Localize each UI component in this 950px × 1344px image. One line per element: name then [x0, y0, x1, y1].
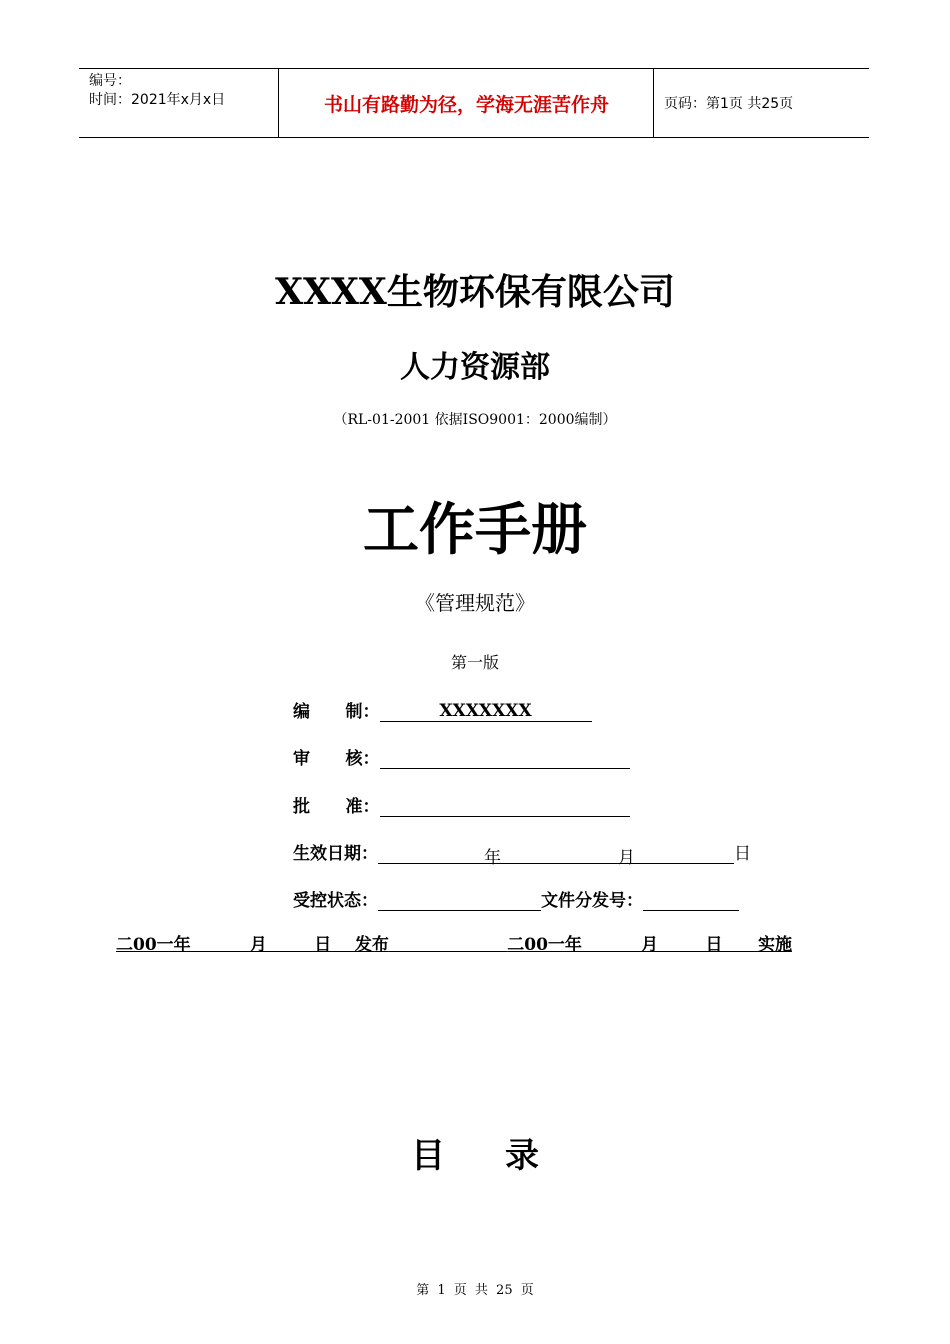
compile-value: XXXXXXX: [380, 701, 592, 722]
document-basis: （RL-01-2001 依据ISO9001：2000编制）: [333, 412, 617, 428]
publish-implement-dates: [116, 933, 836, 957]
year-label: 年: [484, 848, 501, 868]
month-label: 月: [618, 848, 635, 868]
number-label: 编号：: [89, 73, 131, 89]
time-label: 时间：2021年x月x日: [89, 92, 226, 108]
control-label: 受控状态：: [293, 891, 378, 911]
toc-title: 目录: [411, 1136, 599, 1176]
page-footer: 第 1 页 共 25 页: [416, 1283, 534, 1298]
document-subtitle: 《管理规范》: [415, 591, 535, 615]
edition: 第一版: [450, 653, 499, 672]
effective-date-line: [378, 843, 734, 868]
header-motto: 书山有路勤为径，学海无涯苦作舟: [280, 69, 654, 137]
approve-line: [380, 796, 630, 817]
header-page-info: 页码：第1页 共25页: [664, 96, 794, 112]
effective-label: 生效日期：: [293, 844, 378, 864]
compile-row: [293, 697, 592, 722]
day-label: 日: [734, 844, 751, 864]
distribution-label: 文件分发号：: [541, 891, 643, 911]
effective-date-row: [293, 839, 751, 868]
control-line: [378, 890, 541, 911]
page-header: [79, 68, 869, 138]
implement-date: 二00一年 月 日 实施: [507, 935, 792, 955]
control-row: [293, 886, 739, 911]
approve-row: [293, 792, 630, 817]
department-name: 人力资源部: [400, 350, 550, 385]
compile-label: 编 制：: [293, 702, 380, 722]
distribution-line: [643, 890, 739, 911]
review-line: [380, 748, 630, 769]
header-meta: [79, 69, 279, 137]
approve-label: 批 准：: [293, 797, 380, 817]
review-row: [293, 744, 630, 769]
review-label: 审 核：: [293, 749, 380, 769]
company-name: XXXX生物环保有限公司: [275, 271, 675, 313]
publish-date: 二00一年 月 日 发布: [116, 935, 389, 955]
document-title: 工作手册: [363, 497, 587, 563]
